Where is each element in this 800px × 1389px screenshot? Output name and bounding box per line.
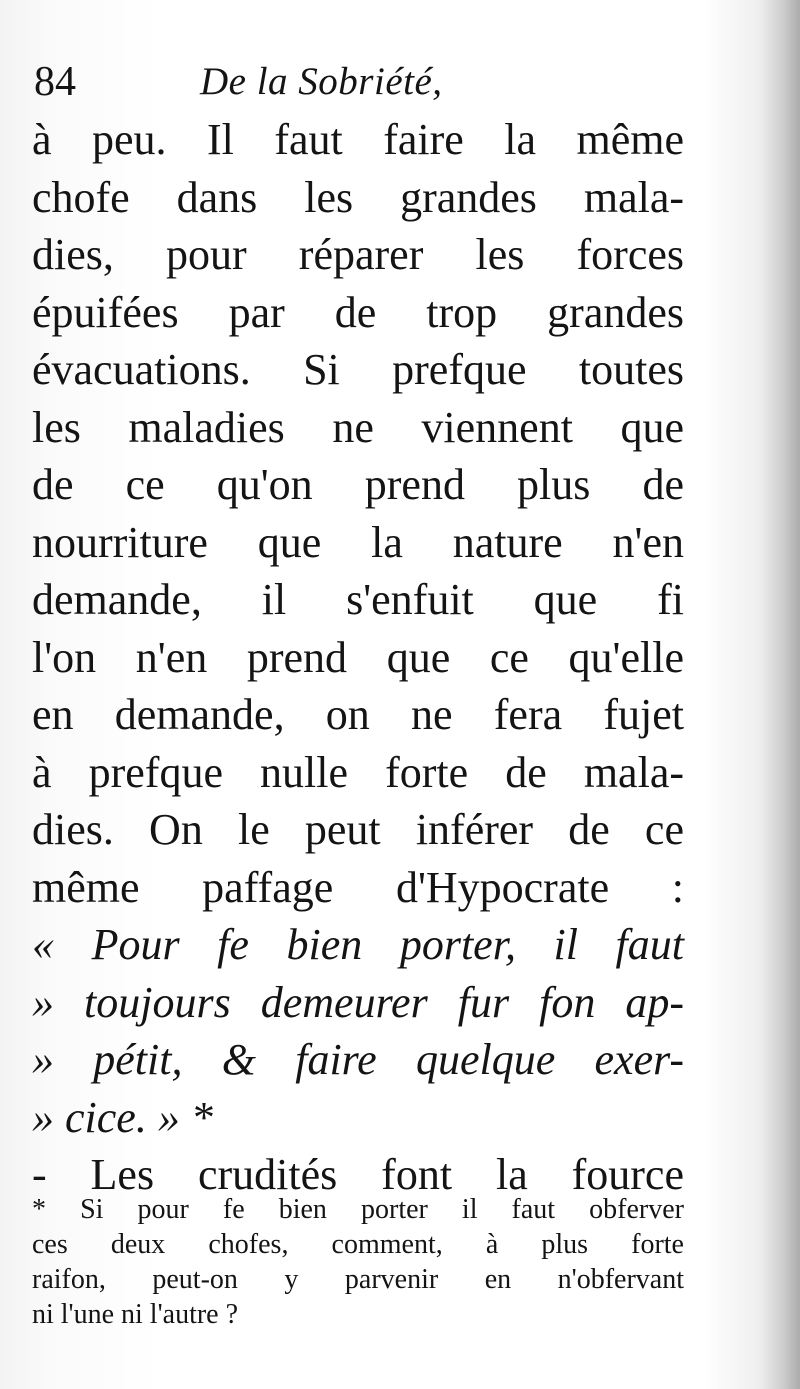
body-text bbox=[32, 111, 684, 1204]
quote-line: » cice. » * bbox=[32, 1092, 213, 1142]
page-header bbox=[34, 52, 694, 112]
text-line: dies, pour réparer les forces bbox=[32, 230, 684, 279]
footnote-line: raifon, peut-on y parvenir en n'obfervant bbox=[32, 1264, 684, 1295]
text-line: demande, il s'enfuit que fi bbox=[32, 575, 684, 624]
footnote-line: ni l'une ni l'autre ? bbox=[32, 1299, 239, 1330]
running-title: De la Sobriété, bbox=[200, 60, 443, 103]
text-line: évacuations. Si prefque toutes bbox=[32, 345, 684, 394]
text-line: nourriture que la nature n'en bbox=[32, 517, 684, 567]
text-line: épuifées par de trop grandes bbox=[32, 287, 684, 337]
page-number: 84 bbox=[34, 59, 76, 105]
text-line: les maladies ne viennent que bbox=[32, 402, 684, 452]
text-line: dies. On le peut inférer de ce bbox=[32, 805, 684, 854]
text-line: l'on n'en prend que ce qu'elle bbox=[32, 632, 684, 682]
text-line: chofe dans les grandes mala- bbox=[32, 172, 684, 222]
quote-line: « Pour fe bien porter, il faut bbox=[32, 920, 684, 969]
quote-line: » toujours demeurer fur fon ap- bbox=[32, 977, 684, 1027]
text-line: en demande, on ne fera fujet bbox=[32, 690, 684, 739]
quote-line: » pétit, & faire quelque exer- bbox=[32, 1035, 684, 1084]
page-edge-shadow bbox=[760, 0, 800, 1389]
text-line: à prefque nulle forte de mala- bbox=[32, 747, 684, 797]
text-line: de ce qu'on prend plus de bbox=[32, 460, 684, 509]
text-line: même paffage d'Hypocrate : bbox=[32, 862, 684, 912]
text-line: à peu. Il faut faire la même bbox=[32, 115, 684, 164]
footnote-line: ces deux chofes, comment, à plus forte bbox=[32, 1229, 684, 1260]
text-line: - Les crudités font la fource bbox=[32, 1150, 684, 1199]
footnote bbox=[32, 1192, 684, 1332]
footnote-line: * Si pour fe bien porter il faut obferver bbox=[32, 1194, 684, 1225]
